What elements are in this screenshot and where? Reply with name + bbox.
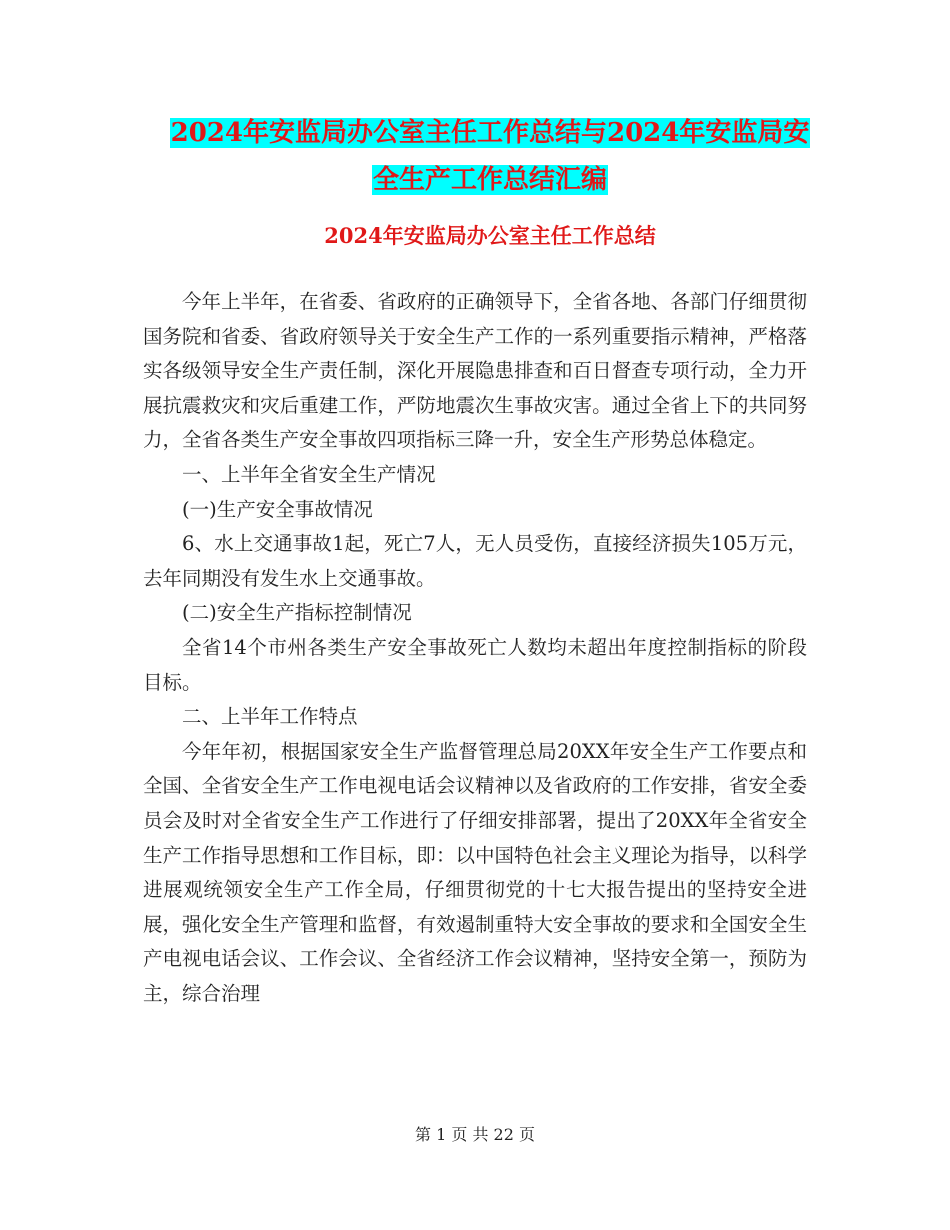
heading-subsection-2: (二)安全生产指标控制情况 [182, 601, 412, 625]
paragraph-work-features: 今年年初，根据国家安全生产监督管理总局20XX年安全生产工作要点和全国、全省安全生产工作电视电话会议精神以及省政府的工作安排，省安全委员会及时对全省安全生产工作进行了仔细安排部署，提出了20XX年全省安全生产工作指导思想和工作目标，即：以中国特色社会主义理论为指导，以科学进展观统领安全生产工作全局，仔细贯彻党的十七大报告提出的坚持安全进展，强化安全生产管理和监督，有效遏制重特大安全事故的要求和全国安全生产电视电话会议、工作会议、全省经济工作会议精神，坚持安全第一，预防为主，综合治理 [143, 739, 807, 1005]
document-body [143, 285, 807, 1011]
paragraph-indicators: 全省14个市州各类生产安全事故死亡人数均未超出年度控制指标的阶段目标。 [143, 635, 807, 694]
page-number-label: 第 1 页 共 22 页 [415, 1125, 535, 1144]
heading-section-1: 一、上半年全省安全生产情况 [182, 462, 436, 486]
paragraph-water-accident: 6、水上交通事故1起，死亡7人，无人员受伤，直接经济损失105万元，去年同期没有发生水上交通事故。 [143, 532, 807, 590]
title-line-1: 2024年安监局办公室主任工作总结与2024年安监局安 [170, 118, 810, 148]
section-title: 2024年安监局办公室主任工作总结 [324, 223, 656, 248]
title-line-2: 全生产工作总结汇编 [372, 165, 607, 195]
heading-section-2: 二、上半年工作特点 [182, 705, 358, 729]
heading-subsection-1: (一)生产安全事故情况 [182, 497, 373, 521]
document-title [150, 110, 830, 204]
paragraph-intro: 今年上半年，在省委、省政府的正确领导下，全省各地、各部门仔细贯彻国务院和省委、省政府领导关于安全生产工作的一系列重要指示精神，严格落实各级领导安全生产责任制，深化开展隐患排查和百日督查专项行动，全力开展抗震救灾和灾后重建工作，严防地震次生事故灾害。通过全省上下的共同努力，全省各类生产安全事故四项指标三降一升，安全生产形势总体稳定。 [143, 290, 807, 452]
page-footer [0, 1122, 950, 1145]
